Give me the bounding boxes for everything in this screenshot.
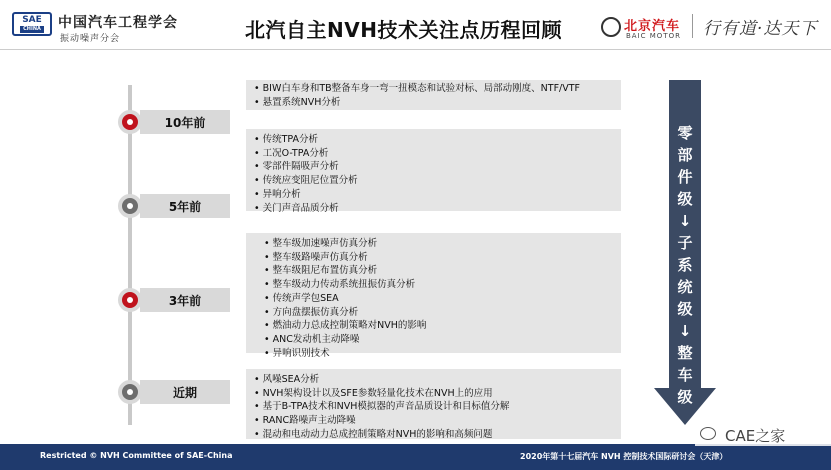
timeline-marker-5y: [118, 194, 142, 218]
footer-event: 2020年第十七届汽车 NVH 控制技术国际研讨会（天津）: [520, 452, 728, 461]
org-subtitle: 振动噪声分会: [60, 34, 121, 44]
arrow-char: ↓: [678, 212, 692, 230]
timeline-label-3y: 3年前: [140, 288, 230, 312]
brand-name-en: BAIC MOTOR: [626, 32, 681, 40]
wechat-icon: [700, 427, 716, 440]
baic-logo-icon: [601, 17, 621, 37]
arrow-char: ↓: [678, 322, 692, 340]
list-item: • 风噪SEA分析: [254, 373, 613, 387]
timeline-marker-10y: [118, 110, 142, 134]
list-item: • 传统应变阻尼位置分析: [254, 174, 613, 188]
list-item: • RANC路噪声主动降噪: [254, 414, 613, 428]
arrow-char: 级: [677, 388, 693, 406]
list-item: • ANC发动机主动降噪: [254, 333, 613, 347]
content-box-3y: [246, 233, 621, 359]
timeline-marker-recent: [118, 380, 142, 404]
timeline-label-recent: 近期: [140, 380, 230, 404]
list-item: • 悬置系统NVH分析: [254, 96, 613, 110]
arrow-char: 级: [677, 300, 693, 318]
content-box-10y: [246, 80, 621, 110]
list-item: • 异响分析: [254, 188, 613, 202]
arrow-char: 统: [677, 278, 693, 296]
timeline-marker-3y: [118, 288, 142, 312]
list-item: • 整车级路噪声仿真分析: [254, 251, 613, 265]
list-item: • NVH架构设计以及SFE参数轻量化技术在NVH上的应用: [254, 387, 613, 401]
list-item: • BIW白车身和TB整备车身一弯一扭模态和试验对标、局部动刚度、NTF/VTF: [254, 82, 613, 96]
logo-bottom-text: CHINA: [20, 26, 44, 33]
content-box-recent: [246, 369, 621, 439]
list-item: • 关门声音品质分析: [254, 202, 613, 216]
header-rule: [0, 49, 831, 50]
footer-copyright: Restricted © NVH Committee of SAE-China: [40, 451, 233, 460]
arrow-char: 车: [677, 366, 693, 384]
list-item: • 传统TPA分析: [254, 133, 613, 147]
list-item: • 传统声学包SEA: [254, 292, 613, 306]
watermark-text: CAE之家: [725, 427, 786, 445]
timeline-label-5y: 5年前: [140, 194, 230, 218]
list-item: • 工况O-TPA分析: [254, 147, 613, 161]
arrow-char: 件: [677, 168, 693, 186]
list-item: • 异响识别技术: [254, 347, 613, 361]
brand-slogan: 行有道·达天下: [703, 19, 818, 39]
header-divider: [692, 14, 693, 38]
list-item: • 整车级加速噪声仿真分析: [254, 237, 613, 251]
list-item: • 方向盘摆振仿真分析: [254, 306, 613, 320]
list-item: • 基于B-TPA技术和NVH模拟器的声音品质设计和目标值分解: [254, 400, 613, 414]
page-title: 北汽自主NVH技术关注点历程回顾: [245, 18, 562, 42]
timeline-line: [128, 85, 132, 425]
arrow-char: 部: [677, 146, 693, 164]
arrow-char: 级: [677, 190, 693, 208]
arrow-text: [671, 122, 699, 408]
org-name: 中国汽车工程学会: [58, 15, 178, 31]
arrow-char: 系: [677, 256, 693, 274]
content-box-5y: [246, 129, 621, 214]
list-item: • 零部件隔吸声分析: [254, 160, 613, 174]
arrow-char: 子: [677, 234, 693, 252]
arrow-char: 整: [677, 344, 693, 362]
list-item: • 混动和电动动力总成控制策略对NVH的影响和高频问题: [254, 428, 613, 442]
timeline-label-10y: 10年前: [140, 110, 230, 134]
list-item: • 整车级阻尼布置仿真分析: [254, 264, 613, 278]
sae-china-logo: [12, 12, 52, 36]
arrow-char: 零: [677, 124, 693, 142]
list-item: • 整车级动力传动系统扭振仿真分析: [254, 278, 613, 292]
list-item: • 燃油动力总成控制策略对NVH的影响: [254, 319, 613, 333]
brand-name-cn: 北京汽车: [624, 19, 681, 34]
logo-top-text: SAE: [22, 14, 42, 25]
